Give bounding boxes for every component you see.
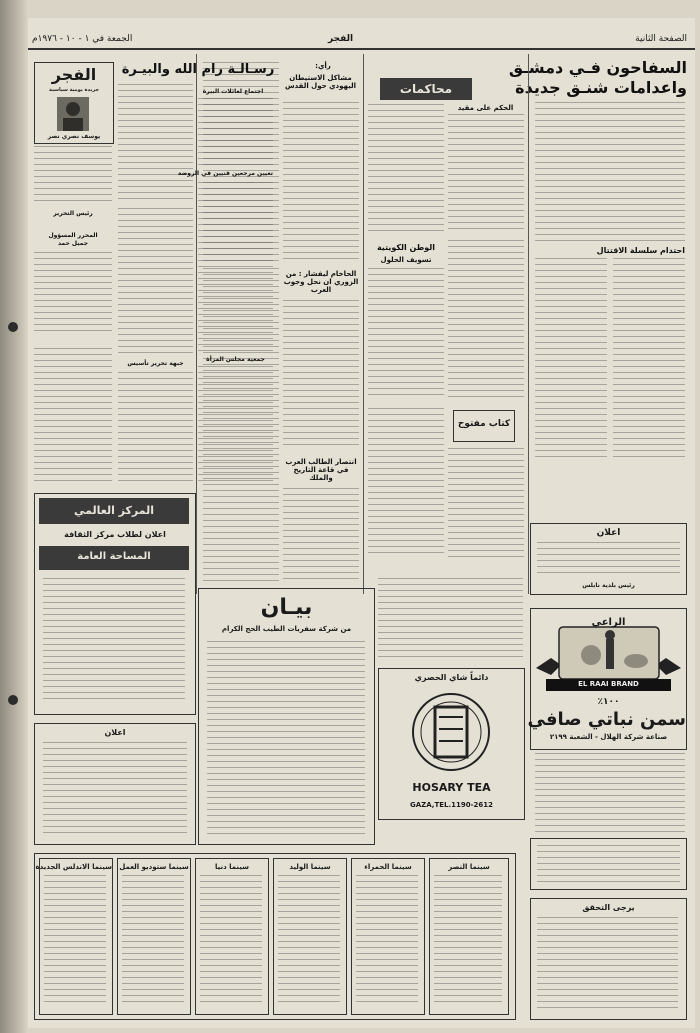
- right-bottom-text: [535, 753, 685, 833]
- raai-company: صناعة شركة الهلال - الشعبة ٢١٩٩: [549, 733, 668, 741]
- bayan-text: [207, 641, 365, 837]
- notice-box-right: [530, 523, 687, 595]
- notice-signature: رئيس بلدية نابلس: [582, 582, 635, 589]
- masthead-title: الفجر: [51, 65, 97, 84]
- bottom-right-notice-text: [537, 845, 680, 883]
- books-tab: كتاب مفتوح: [453, 410, 515, 442]
- notice-text: [537, 542, 680, 578]
- editor-photo: [57, 97, 89, 131]
- opinion-tag: رأي:: [315, 62, 331, 70]
- masthead-details-2: [34, 252, 112, 332]
- raai-brand-ar: الراعي: [591, 617, 626, 628]
- mid-lower-text: [378, 578, 523, 658]
- editor-title: رئيس التحرير: [53, 210, 93, 217]
- kuwait-sub: تسويف الحلول: [380, 256, 432, 264]
- header-date: الجمعة في ١ - ١٠ - ١٩٧٦م: [32, 34, 133, 44]
- ramallah-headline: رسـالـة رام الله والبيـرة: [121, 62, 275, 77]
- cinema-name: سينما الوليد: [289, 863, 331, 871]
- cinema-text: [122, 875, 184, 1007]
- binder-hole: [8, 322, 18, 332]
- manager-title: المحرر المسؤول: [48, 232, 98, 239]
- cinema-listings: [34, 853, 516, 1020]
- masthead-sub: جريدة يومية سياسية: [49, 87, 99, 93]
- bayan-sub: من شركة سفريات الطيب الحج الكرام: [221, 625, 352, 633]
- header-page-label: الصفحة الثانية: [635, 34, 687, 44]
- cinema-text: [44, 875, 106, 1007]
- cinema-name: سينما ستوديو العمل: [119, 863, 189, 871]
- cinema-name: سينما النصر: [448, 863, 490, 871]
- cinema-box: [117, 858, 191, 1015]
- cinema-text: [434, 875, 502, 1007]
- center-banner-ad: [34, 493, 196, 715]
- kuwait-text-2: [368, 408, 444, 558]
- kuwait-heading: الوطن الكويتية: [376, 243, 436, 252]
- lead-subhead: احتدام سلسلة الاقتتال: [596, 246, 685, 255]
- cinema-box: [195, 858, 269, 1015]
- cinema-name: سينما الاندلس الجديدة: [35, 863, 112, 871]
- cinema-box: [351, 858, 425, 1015]
- left-notice-label: اعلان: [104, 728, 126, 737]
- sabra-heading: انتصار الطالب العرب في قاعة التاريخ والملك: [285, 458, 357, 482]
- manager-name: جميل حمد: [57, 240, 89, 247]
- cinema-text: [356, 875, 418, 1007]
- cinema-box: [429, 858, 509, 1015]
- opinion-text-3: [283, 300, 359, 450]
- opinion-heading: مشاكل الاستيطان اليهودي حول القدس: [284, 74, 357, 90]
- editor-name: يوسف نصري نصر: [47, 133, 101, 140]
- lead-headline-1: السفاحون فـي دمشـق: [508, 58, 687, 77]
- ramallah-text: [118, 84, 193, 204]
- cinema-box: [35, 858, 113, 1015]
- opinion-sub-heading: الحاخام ليفشار : من الزوري ان نحل وجوب العرب: [283, 270, 359, 294]
- page-header: [28, 32, 695, 50]
- ramallah-sub-3: جمعية مجلس المرأة: [206, 356, 265, 363]
- cinema-name: سينما دنيا: [214, 863, 250, 871]
- center-banner-top: المركز العالمي: [39, 498, 189, 524]
- column-rule: [196, 54, 197, 594]
- courts-text: [448, 114, 524, 234]
- center-banner-text: [43, 578, 185, 704]
- center-banner-main: اعلان لطلاب مركز الثقافة: [64, 530, 166, 539]
- masthead-box: [34, 62, 114, 144]
- lead-story-text: [535, 102, 685, 242]
- opinion-text: [283, 102, 359, 262]
- ramallah-text-5: [198, 366, 273, 486]
- ramallah-sub-4: جبهة تحرير تأسيس: [127, 360, 184, 367]
- paper-sheet: [28, 18, 695, 1028]
- left-notice-text: [43, 742, 187, 836]
- header-paper-name: الفجر: [328, 34, 354, 44]
- bayan-title: بيـان: [260, 595, 313, 620]
- center-banner-sub: المساحة العامة: [39, 546, 189, 570]
- hosary-tea-ad: [378, 668, 525, 820]
- books-text: [448, 448, 524, 558]
- tea-logo-icon: [379, 687, 524, 777]
- bayan-ad: [198, 588, 375, 845]
- cinema-name: سينما الحمراء: [364, 863, 412, 871]
- ramallah-text-4: [118, 208, 193, 358]
- bottom-notice: يرجى التحقق: [582, 903, 635, 912]
- notice-label: اعلان: [596, 528, 621, 538]
- binding-edge: [0, 0, 28, 1033]
- tea-phone: GAZA,TEL.1190-2612: [410, 801, 493, 809]
- ramallah-text-6: [118, 372, 193, 482]
- lead-story-text-col1: [613, 258, 685, 458]
- ramallah-sub-1: تعيين مرجعين فنيين في الروضة: [177, 170, 273, 177]
- binder-hole: [8, 695, 18, 705]
- bottom-right-classifieds: [530, 898, 687, 1020]
- ramallah-text-2: [198, 98, 273, 168]
- courts-text-3: [448, 240, 524, 400]
- courts-col-heading: الحكم على مقيد: [457, 104, 514, 112]
- tea-brand-en: HOSARY TEA: [412, 781, 491, 794]
- raai-product: سمن نباتي صافي: [527, 709, 686, 730]
- lead-story-text-col2: [535, 258, 607, 458]
- masthead-details: [34, 146, 112, 206]
- courts-text-2: [368, 104, 444, 234]
- tea-brand-ar: دائماً شاي الحصري: [414, 673, 489, 682]
- classifieds-text: [537, 917, 678, 1013]
- ramallah-text-3: [198, 182, 273, 352]
- raai-brand-en: EL RAAI BRAND: [578, 680, 639, 688]
- cinema-text: [200, 875, 262, 1007]
- cinema-text: [278, 875, 340, 1007]
- sabra-text: [283, 488, 359, 583]
- column-rule: [363, 54, 364, 594]
- raai-percent: ١٠٠٪: [597, 697, 620, 707]
- raai-ad: [527, 608, 687, 750]
- ramallah-sub-2: اجتماع لعائلات البيرة: [202, 88, 264, 95]
- lead-headline-2: واعدامات شنـق جديدة: [515, 78, 687, 97]
- left-notice-box: [34, 723, 196, 845]
- kuwait-text: [368, 268, 444, 398]
- bottom-right-notice: [530, 838, 687, 890]
- column-rule: [528, 54, 529, 594]
- cinema-box: [273, 858, 347, 1015]
- courts-tab: محاكمات: [380, 78, 472, 100]
- portrait-icon: [57, 97, 89, 131]
- left-column-text: [34, 348, 112, 483]
